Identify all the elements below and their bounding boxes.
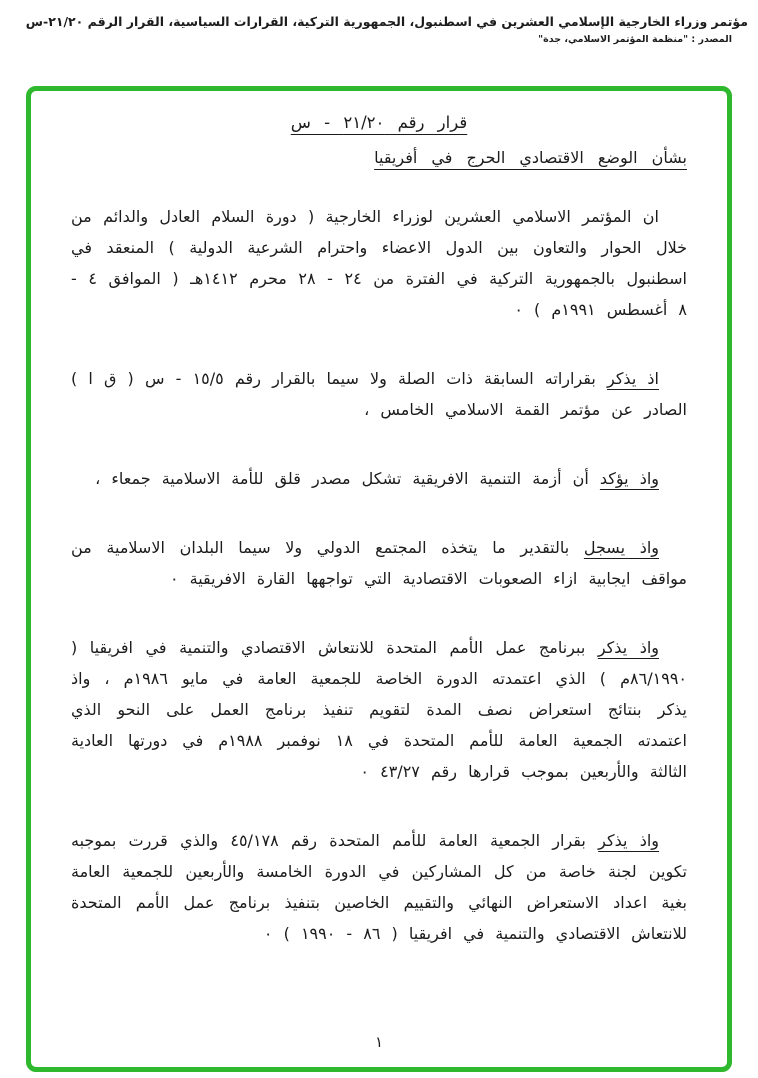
citation-title: مؤتمر وزراء الخارجية الإسلامي العشرين في اسطنبول، الجمهورية التركية، القرارات السياسية، القرار الرقم ٢١/٢٠-س [25,14,748,29]
paragraph-lead: واذ يذكر [598,831,660,850]
paragraph-un-programme [71,632,687,787]
paragraph-text: بقراراته السابقة ذات الصلة ولا سيما بالقرار رقم ١٥/٥ - س ( ق ا ) الصادر عن مؤتمر القمة الاسلامي الخامس ، [71,369,687,419]
page-number: ١ [374,1033,384,1051]
paragraph-text: بقرار الجمعية العامة للأمم المتحدة رقم ٤٥/١٧٨ والذي قررت بموجبه تكوين لجنة خاصة من كل المشاركين في الدورة الخامسة والأربعين للجمعية العامة بغية اعداد الاستعراض النهائي والتقييم الخاصين بتنفيذ برنامج عمل الأمم المتحدة للانتعاش الاقتصادي والتنمية في افريقيا ( ٨٦ - ١٩٩٠ ) ٠ [71,831,687,943]
resolution-body [71,201,687,949]
paragraph-noting-positions [71,532,687,594]
paragraph-ga-resolution [71,825,687,949]
paragraph-recalling-resolutions [71,363,687,425]
citation-header [0,0,758,45]
document-frame [26,86,732,1072]
paragraph-text: ببرنامج عمل الأمم المتحدة للانتعاش الاقتصادي والتنمية في افريقيا ( ٨٦/١٩٩٠م ) الذي اعتمدته الدورة الخاصة للجمعية العامة في مايو ١٩٨٦م ، واذ يذكر بنتائج استعراض نصف المدة لتقويم تنفيذ برنامج العمل على النحو الذي اعتمدته الجمعية العامة للأمم المتحدة في ١٨ نوفمبر ١٩٨٨م في دورتها العادية الثالثة والأربعين بموجب قرارها رقم ٤٣/٢٧ ٠ [71,638,687,781]
resolution-subject: بشأن الوضع الاقتصادي الحرج في أفريقيا [374,148,687,167]
paragraph-lead: واذ يؤكد [599,469,659,488]
paragraph-preamble [71,201,687,325]
paragraph-text: بالتقدير ما يتخذه المجتمع الدولي ولا سيما البلدان الاسلامية من مواقف ايجابية ازاء الصعوبات الاقتصادية التي تواجهها القارة الافريقية ٠ [71,538,687,588]
paragraph-affirming-crisis [71,463,687,494]
paragraph-lead: اذ يذكر [606,369,660,388]
paragraph-lead: واذ يسجل [583,538,659,557]
citation-source: المصدر : "منظمة المؤتمر الاسلامي، جدة" [538,34,732,45]
paragraph-lead: واذ يذكر [597,638,660,657]
paragraph-text: أن أزمة التنمية الافريقية تشكل مصدر قلق للأمة الاسلامية جمعاء ، [95,469,600,488]
paragraph-text: ان المؤتمر الاسلامي العشرين لوزراء الخارجية ( دورة السلام العادل والدائم من خلال الحوار والتعاون بين الدول الاعضاء واحترام الشرعية الدولية ) المنعقد في اسطنبول بالجمهورية التركية في الفترة من ٢٤ - ٢٨ محرم ١٤١٢هـ ( الموافق ٤ - ٨ أغسطس ١٩٩١م ) ٠ [71,207,687,319]
resolution-title: قرار رقم ٢١/٢٠ - س [290,113,468,132]
